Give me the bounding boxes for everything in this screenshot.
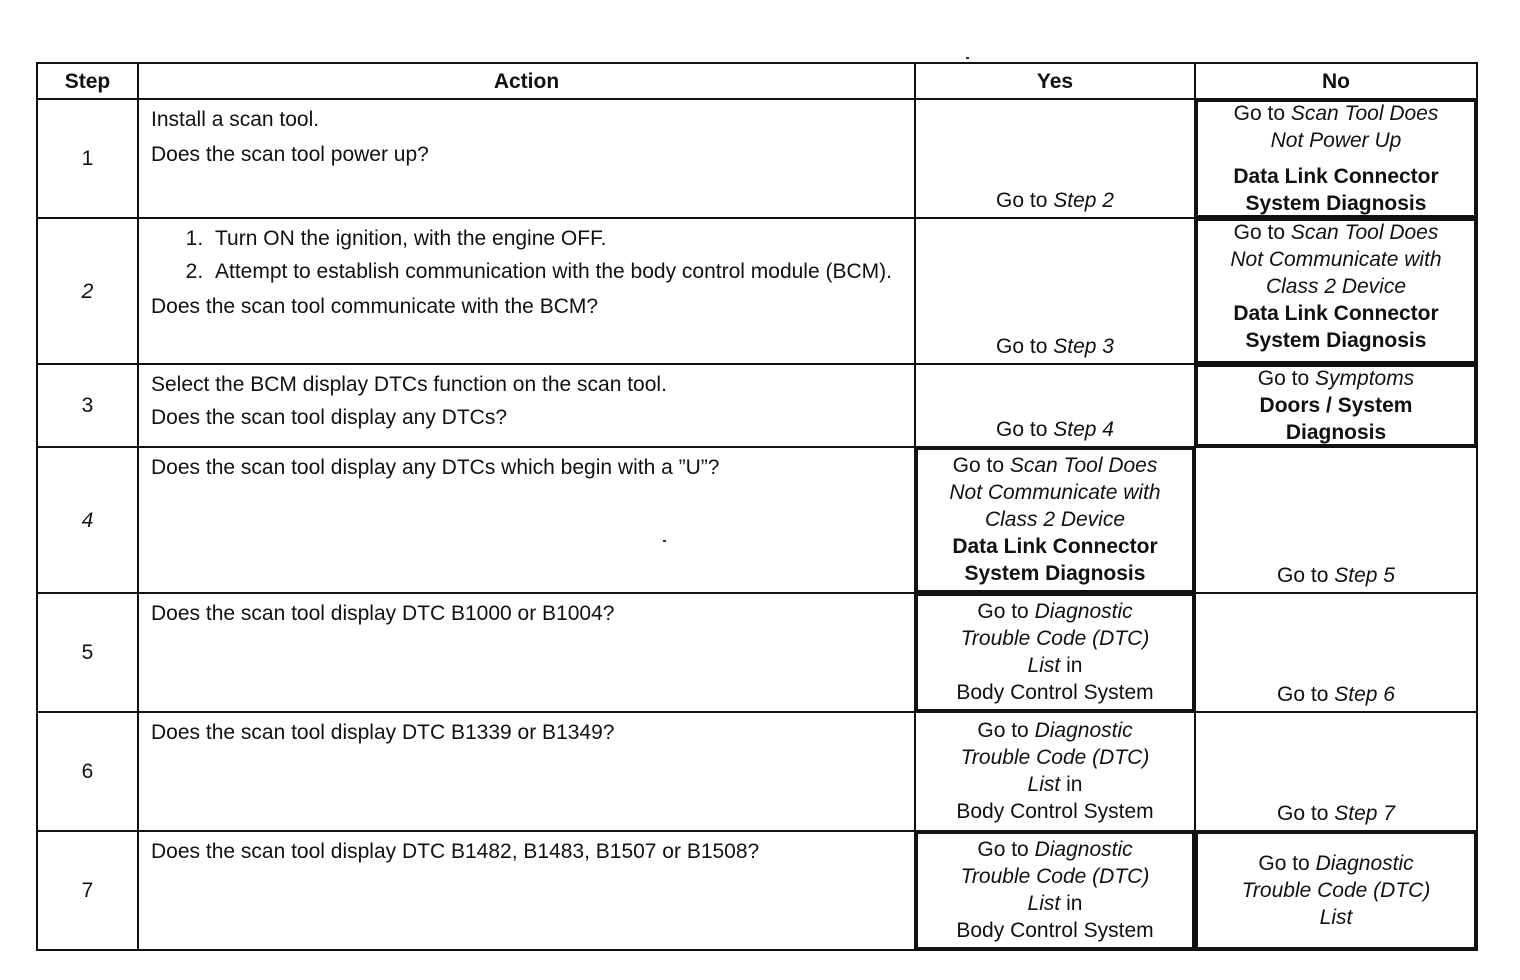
- goto-link[interactable]: Go to Step 7: [1277, 802, 1395, 825]
- yes-cell: [915, 99, 1195, 218]
- yes-cell: [915, 593, 1195, 712]
- table-row: [37, 593, 1477, 712]
- action-question: Does the scan tool display any DTCs?: [151, 406, 508, 429]
- action-cell: [138, 364, 915, 447]
- action-cell: [138, 218, 915, 364]
- step-number: 4: [37, 447, 138, 593]
- reference-title: Body Control System: [956, 919, 1154, 942]
- yes-cell: [915, 447, 1195, 593]
- goto-link[interactable]: Go to Scan Tool Does: [952, 454, 1158, 477]
- step-number: 6: [37, 712, 138, 831]
- goto-link-cont[interactable]: Not Communicate with: [949, 481, 1161, 504]
- reference-title: Body Control System: [956, 800, 1154, 823]
- goto-link-cont[interactable]: List: [1027, 654, 1061, 677]
- no-cell: [1195, 218, 1477, 364]
- no-cell: [1195, 99, 1477, 218]
- header-yes: Yes: [915, 63, 1195, 99]
- action-cell: [138, 447, 915, 593]
- no-cell: [1195, 593, 1477, 712]
- table-row: [37, 99, 1477, 218]
- yes-cell: [915, 218, 1195, 364]
- action-question: Does the scan tool display DTC B1482, B1483, B1507 or B1508?: [151, 840, 760, 863]
- goto-link[interactable]: Go to Step 6: [1277, 683, 1395, 706]
- goto-link-cont[interactable]: List: [1319, 906, 1353, 929]
- goto-link-cont[interactable]: Trouble Code (DTC): [1241, 879, 1431, 902]
- no-cell: [1195, 447, 1477, 593]
- no-cell: [1195, 364, 1477, 447]
- action-cell: [138, 712, 915, 831]
- step-number: 5: [37, 593, 138, 712]
- goto-link[interactable]: Go to Step 3: [996, 335, 1114, 358]
- goto-link-cont[interactable]: Not Communicate with: [1230, 248, 1442, 271]
- table-row: [37, 364, 1477, 447]
- action-question: Does the scan tool display DTC B1339 or B1349?: [151, 721, 615, 744]
- goto-link-cont[interactable]: Trouble Code (DTC): [960, 746, 1150, 769]
- header-step: Step: [37, 63, 138, 99]
- action-list: [151, 225, 902, 285]
- action-question: Does the scan tool display any DTCs which begin with a ”U”?: [151, 456, 720, 479]
- goto-link-cont[interactable]: List: [1027, 773, 1061, 796]
- step-number: 3: [37, 364, 138, 447]
- reference-title: Body Control System: [956, 681, 1154, 704]
- header-no: No: [1195, 63, 1477, 99]
- action-cell: [138, 99, 915, 218]
- yes-cell: [915, 364, 1195, 447]
- action-question: Does the scan tool communicate with the BCM?: [151, 295, 599, 318]
- yes-cell: [915, 831, 1195, 950]
- goto-link[interactable]: Go to Diagnostic: [977, 719, 1133, 742]
- step-number: 1: [37, 99, 138, 218]
- table-row: [37, 831, 1477, 950]
- reference-title: Data Link Connector: [1233, 302, 1439, 325]
- reference-title: Diagnosis: [1285, 421, 1387, 444]
- step-number: 7: [37, 831, 138, 950]
- action-list-item: 1. Turn ON the ignition, with the engine OFF.: [209, 225, 902, 252]
- action-cell: [138, 831, 915, 950]
- header-action: Action: [138, 63, 915, 99]
- reference-title: System Diagnosis: [1245, 192, 1427, 215]
- header-row: [37, 63, 1477, 99]
- action-question: Does the scan tool display DTC B1000 or B1004?: [151, 602, 615, 625]
- no-cell: [1195, 712, 1477, 831]
- reference-title: Data Link Connector: [1233, 165, 1439, 188]
- goto-link[interactable]: Go to Step 4: [996, 418, 1114, 441]
- in-text: in: [1066, 654, 1083, 677]
- reference-title: Data Link Connector: [952, 535, 1158, 558]
- in-text: in: [1066, 773, 1083, 796]
- no-cell: [1195, 831, 1477, 950]
- goto-link[interactable]: Go to Scan Tool Does: [1233, 221, 1439, 244]
- action-question: Does the scan tool power up?: [151, 143, 429, 166]
- scan-speck: [663, 540, 666, 542]
- goto-link-cont[interactable]: List: [1027, 892, 1061, 915]
- diagnostic-table: [36, 62, 1478, 951]
- goto-link-cont[interactable]: Not Power Up: [1270, 129, 1402, 152]
- table-row: [37, 447, 1477, 593]
- goto-link[interactable]: Go to Step 5: [1277, 564, 1395, 587]
- table-row: [37, 218, 1477, 364]
- in-text: in: [1066, 892, 1083, 915]
- table-row: [37, 712, 1477, 831]
- goto-link-cont[interactable]: Trouble Code (DTC): [960, 627, 1150, 650]
- action-text: Install a scan tool.: [151, 108, 320, 131]
- goto-link[interactable]: Go to Scan Tool Does: [1233, 102, 1439, 125]
- action-text: Select the BCM display DTCs function on the scan tool.: [151, 373, 667, 396]
- goto-link-cont[interactable]: Class 2 Device: [1265, 275, 1407, 298]
- reference-title: Doors / System: [1259, 394, 1413, 417]
- scan-speck: [966, 57, 969, 59]
- step-number: 2: [37, 218, 138, 364]
- goto-link-cont[interactable]: Class 2 Device: [984, 508, 1126, 531]
- reference-title: System Diagnosis: [1245, 329, 1427, 352]
- yes-cell: [915, 712, 1195, 831]
- action-cell: [138, 593, 915, 712]
- action-list-item: 2. Attempt to establish communication with the body control module (BCM).: [209, 258, 902, 285]
- goto-link[interactable]: Go to Diagnostic: [977, 838, 1133, 861]
- goto-link[interactable]: Go to Diagnostic: [977, 600, 1133, 623]
- goto-link[interactable]: Go to Symptoms: [1257, 367, 1415, 390]
- goto-link[interactable]: Go to Step 2: [996, 189, 1114, 212]
- reference-title: System Diagnosis: [964, 562, 1146, 585]
- goto-link-cont[interactable]: Trouble Code (DTC): [960, 865, 1150, 888]
- goto-link[interactable]: Go to Diagnostic: [1258, 852, 1414, 875]
